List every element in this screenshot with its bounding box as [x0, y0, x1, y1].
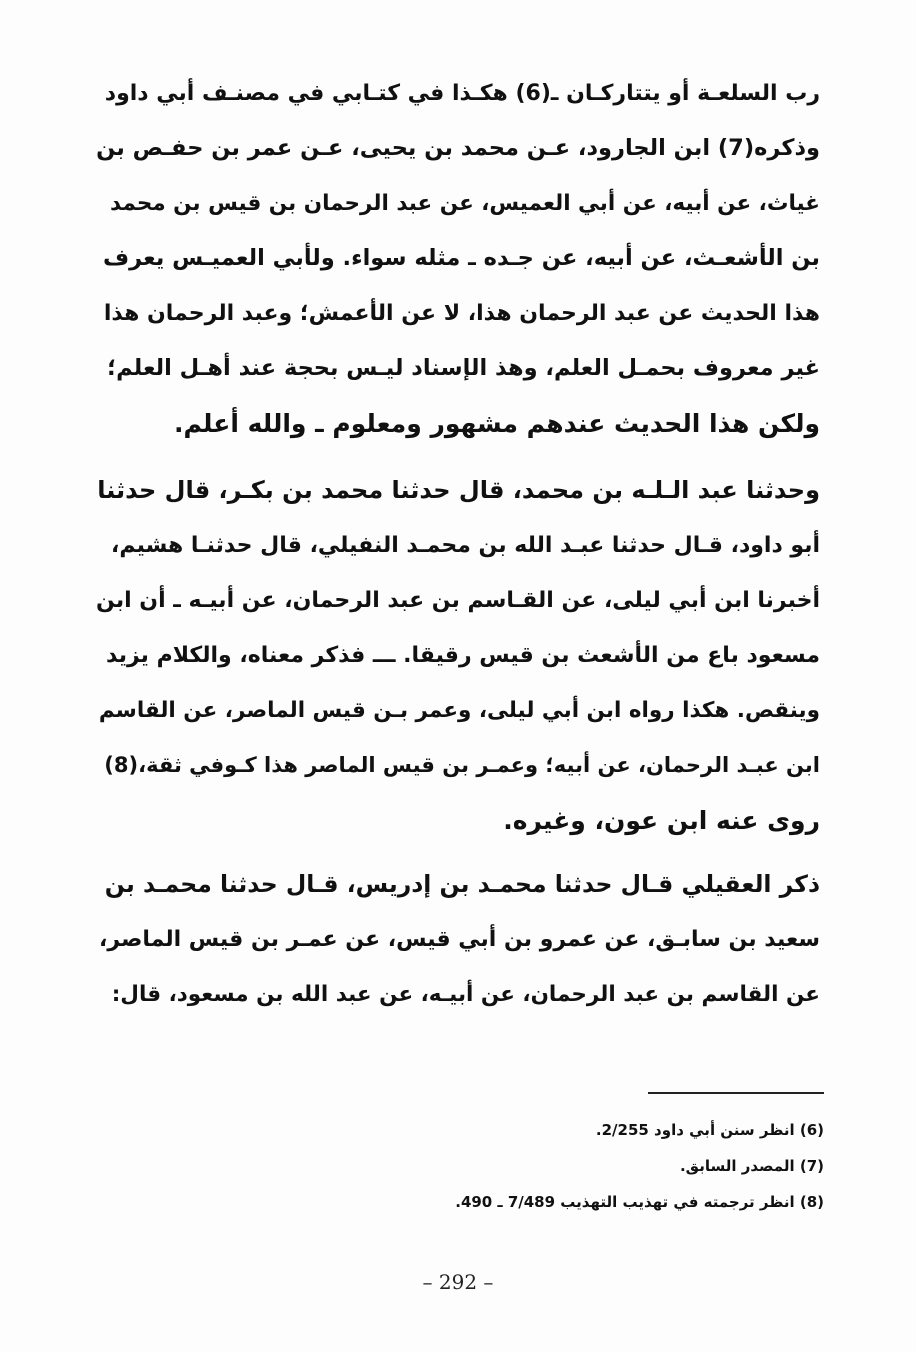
text-line: رب السلعـة أو يتتاركـان ـ(6) هكـذا في كتـابي في مصنـف أبي داود	[104, 81, 820, 106]
text-line: روى عنه ابن عون، وغيره.	[503, 806, 820, 835]
text-line: مسعود باع من الأشعث بن قيس رقيقا. ـــ فذكر معناه، والكلام يزيد	[106, 643, 820, 668]
footnote-6: (6) انظر سنن أبي داود 2/255.	[595, 1121, 824, 1139]
text-line: أبو داود، قـال حدثنا عبـد الله بن محمـد النفيلي، قال حدثنـا هشيم،	[111, 533, 820, 558]
paragraph-1	[96, 66, 820, 451]
text-line: وحدثنا عبد الـلـه بن محمد، قال حدثنا محمد بن بكـر، قال حدثنا	[97, 476, 820, 504]
text-line: ابن عبـد الرحمان، عن أبيه؛ وعمـر بن قيس الماصر هذا كـوفي ثقة،(8)	[104, 753, 820, 777]
text-line: ذكر العقيلي قـال حدثنا محمـد بن إدريس، قـال حدثنا محمـد بن	[104, 870, 820, 898]
text-line: سعيد بن سابـق، عن عمرو بن أبي قيس، عن عمـر بن قيس الماصر،	[99, 927, 820, 952]
text-line: غياث، عن أبيه، عن أبي العميس، عن عبد الرحمان بن قيس بن محمد	[110, 191, 820, 216]
text-line: أخبرنا ابن أبي ليلى، عن القـاسم بن عبد الرحمان، عن أبيـه ـ أن ابن	[96, 588, 820, 613]
text-line: غير معروف بحمـل العلم، وهذ الإسناد ليـس بحجة عند أهـل العلم؛	[107, 355, 820, 381]
paragraph-2	[96, 463, 820, 848]
paragraph-3	[96, 857, 820, 1022]
page-number: – 292 –	[422, 1270, 494, 1294]
text-line: ولكن هذا الحديث عندهم مشهور ومعلوم ـ والله أعلم.	[173, 409, 820, 438]
footnote-8: (8) انظر ترجمته في تهذيب التهذيب 7/489 ـ 490.	[455, 1193, 824, 1211]
footnote-separator	[648, 1092, 824, 1094]
text-line: بن الأشعـث، عن أبيه، عن جـده ـ مثله سواء. ولأبي العميـس يعرف	[103, 245, 820, 271]
footnote-7: (7) المصدر السابق.	[679, 1157, 824, 1175]
text-line: عن القاسم بن عبد الرحمان، عن أبيـه، عن عبد الله بن مسعود، قال:	[111, 982, 820, 1007]
text-line: وذكره(7) ابن الجارود، عـن محمد بن يحيى، عـن عمر بن حفـص بن	[96, 135, 820, 161]
text-line: وينقص. هكذا رواه ابن أبي ليلى، وعمر بـن قيس الماصر، عن القاسم	[98, 698, 820, 723]
footnotes	[300, 1112, 824, 1220]
text-line: هذا الحديث عن عبد الرحمان هذا، لا عن الأعمش؛ وعبد الرحمان هذا	[103, 301, 820, 326]
